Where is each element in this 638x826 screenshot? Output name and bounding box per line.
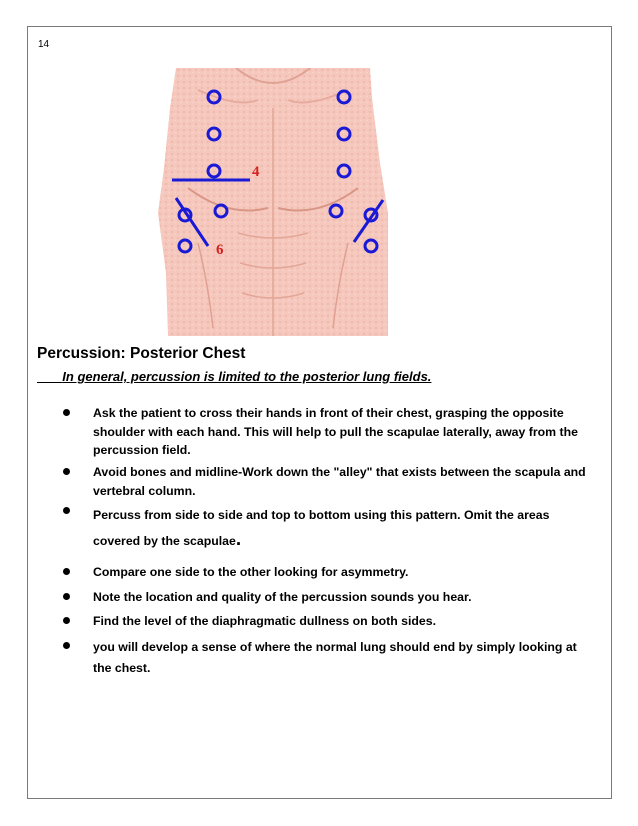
list-item: you will develop a sense of where the normal lung should end by simply looking at the chest.: [63, 637, 603, 679]
bullet-dot-icon: [63, 593, 70, 600]
bullet-dot-icon: [63, 409, 70, 416]
list-item: Ask the patient to cross their hands in front of their chest, grasping the opposite shoulder with each hand. This will help to pull the scapulae laterally, away from the percussion field.: [63, 404, 603, 460]
list-item: Avoid bones and midline-Work down the "alley" that exists between the scapula and vertebral column.: [63, 463, 603, 500]
page-number: 14: [38, 39, 50, 50]
posterior-chest-figure: [158, 68, 388, 336]
list-item: Compare one side to the other looking for asymmetry.: [63, 563, 603, 582]
list-item: Percuss from side to side and top to bottom using this pattern. Omit the areas covered by the scapulae.: [63, 502, 603, 554]
bullet-dot-icon: [63, 507, 70, 514]
bullet-dot-icon: [63, 568, 70, 575]
figure-label-6: 6: [216, 242, 224, 258]
list-item: Find the level of the diaphragmatic dullness on both sides.: [63, 612, 603, 631]
figure-label-4: 4: [252, 164, 260, 180]
section-subheading: In general, percussion is limited to the posterior lung fields.: [62, 369, 432, 384]
bullet-dot-icon: [63, 642, 70, 649]
bullet-dot-icon: [63, 468, 70, 475]
list-item: Note the location and quality of the percussion sounds you hear.: [63, 588, 603, 607]
section-heading: Percussion: Posterior Chest: [37, 345, 246, 362]
bullet-dot-icon: [63, 617, 70, 624]
